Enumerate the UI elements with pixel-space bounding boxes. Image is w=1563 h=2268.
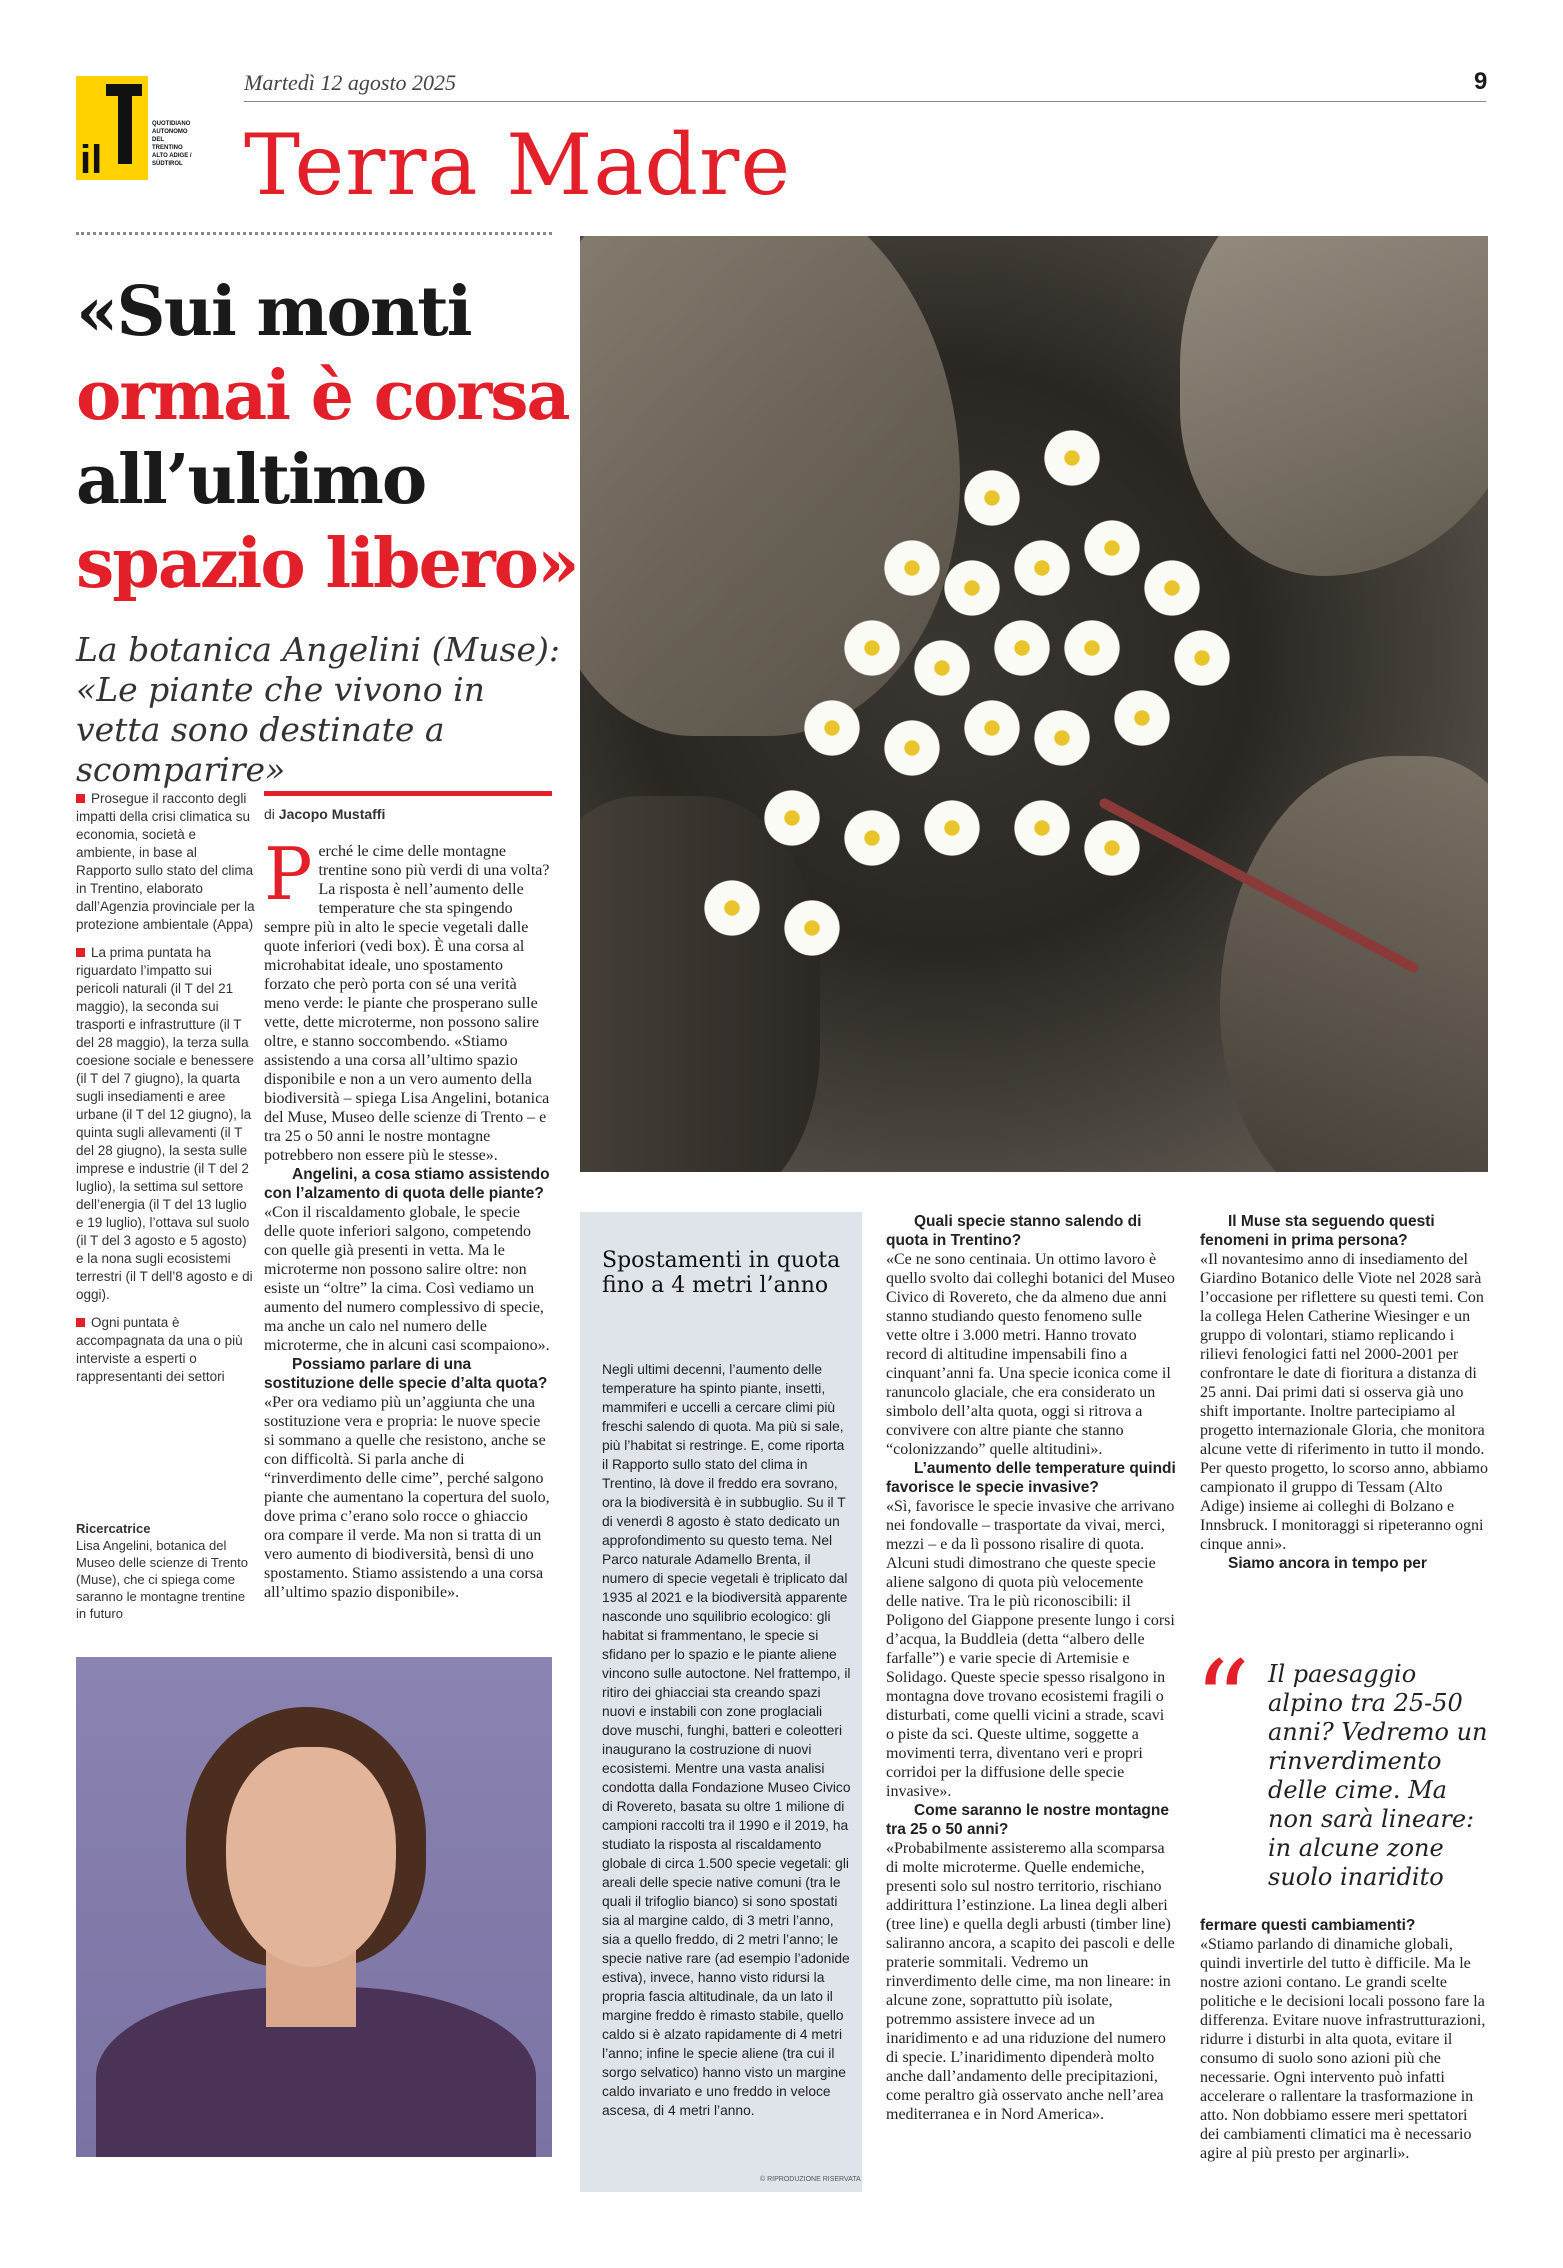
byline — [264, 806, 385, 822]
series-info-text-1: Prosegue il racconto degli impatti della crisi climatica su economia, società e ambiente, in base al Rapporto sullo stato del clima in Trentino, elaborato dall’Agenzia provinciale per la protezione ambientale (Appa) — [76, 791, 255, 932]
flower — [1110, 686, 1174, 750]
answer: «Il novantesimo anno di insediamento del Giardino Botanico delle Viote nel 2028 sarà l’occasione per riflettere su questi temi. Con la collega Helen Catherine Wiesinger e un gruppo di volontari, stiamo replicando i rilievi fenologici fatti nel 2000-2001 per confrontare le date di fioritura a distanza di 25 anni. Dai primi dati si osserva già uno shift importante. Inoltre partecipiamo al progetto internazionale Gloria, che monitora alcune vette di riferimento in tutto il mondo. Per questo progetto, lo scorso anno, abbiamo campionato il gruppo di Tessam (Alto Adige) insieme ai colleghi di Bolzano e Innsbruck. I monitoraggi si ripeteranno ogni cinque anni». — [1200, 1251, 1488, 1553]
series-info-text-3: Ogni puntata è accompagnata da una o più interviste a esperti o rappresentanti dei settori — [76, 1315, 243, 1384]
flower — [1040, 426, 1104, 490]
newspaper-logo — [76, 76, 148, 180]
flower — [880, 536, 944, 600]
article-column-1 — [264, 832, 552, 1602]
info-box-text: Negli ultimi decenni, l’aumento delle temperature ha spinto piante, insetti, mammiferi e uccelli a cercare climi più freschi salendo di quota. Ma più si sale, più l’habitat si restringe. E, come riporta il Rapporto sullo stato del clima in Trentino, là dove il freddo era sovrano, ora la biodiversità è in subbuglio. Su il T di venerdì 8 agosto è stato dedicato un approfondimento su questo tema. Nel Parco naturale Adamello Brenta, il numero di specie vegetali è triplicato dal 1935 al 2021 e la biodiversità apparente nasconde uno squilibrio ecologico: gli habitat si frammentano, le specie si sfidano per lo spazio e le piante aliene vincono sulle autoctone. Nel frattempo, il ritiro dei ghiacciai sta creando spazi nuovi e instabili con zone proglaciali dove muschi, funghi, batteri e coleotteri inaugurano la costruzione di nuovi ecosistemi. Mentre una vasta analisi condotta dalla Fondazione Museo Civico di Rovereto, basata su oltre 1 milione di campioni raccolti tra il 1990 e il 2019, ha studiato la risposta al riscaldamento globale di circa 1.500 specie vegetali: gli areali delle specie native comuni (tra le quali il trifoglio bianco) si sono spostati sia al margine caldo, di 3 metri l’anno, sia a quello freddo, di 2 metri l’anno; le specie native rare (ad esempio l’adonide estiva), invece, hanno visto ridursi la propria fascia altitudinale, da un lato il margine freddo è rimasto stabile, quello caldo si è alzato rapidamente di 4 metri l’anno; infine le specie aliene (tra cui il sorgo selvatico) hanno visto un margine caldo invariato e uno freddo in veloce ascesa, di 4 metri l’anno. — [602, 1362, 851, 2118]
headline — [76, 270, 576, 606]
byline-rule — [264, 791, 552, 796]
answer: «Ce ne sono centinaia. Un ottimo lavoro è quello svolto dai colleghi botanici del Museo Civico di Rovereto, che da almeno due anni stanno studiando questo fenomeno sulle vette oltre i 3.000 metri. Hanno trovato record di altitudine impensabili fino a cinquant’anni fa. Una specie iconica come il ranuncolo glaciale, che era considerato un simbolo dell’alta quota, oggi si ritrova a convivere con altre piante che stanno “colonizzando” quelle altitudini». — [886, 1251, 1175, 1458]
flower — [1010, 536, 1074, 600]
pull-quote: Il paesaggio alpino tra 25-50 anni? Vedremo un rinverdimento delle cime. Ma non sarà lineare: in alcune zone suolo inaridito — [1268, 1660, 1488, 1891]
red-square-bullet — [76, 794, 85, 803]
question: Siamo ancora in tempo per — [1228, 1555, 1427, 1572]
logo-letters: il — [80, 138, 103, 182]
flower — [760, 786, 824, 850]
photo-caption — [76, 1520, 256, 1622]
rock-shape — [580, 236, 960, 736]
subtitle: La botanica Angelini (Muse): «Le piante che vivono in vetta sono destinate a scomparire» — [76, 630, 560, 789]
answer: «Probabilmente assisteremo alla scomparsa di molte microterme. Quelle endemiche, presenti solo sul nostro territorio, rischiano addirittura l’estinzione. La linea degli alberi (tree line) e quella degli arbusti (timber line) saliranno ancora, a scapito dei pascoli e delle praterie sommitali. Vedremo un rinverdimento delle cime, ma non lineare: in alcune zone, soprattutto più isolate, potremmo assistere invece ad un inaridimento e ad una riduzione del numero di specie. L’inaridimento dipenderà molto anche dall’andamento delle precipitazioni, come peraltro già osservato anche nell’area mediterranea e in Nord America». — [886, 1840, 1175, 2123]
info-box-title: Spostamenti in quota fino a 4 metri l’anno — [602, 1248, 841, 1298]
flower — [1010, 796, 1074, 860]
answer: «Per ora vediamo più un’aggiunta che una sostituzione vera e propria: le nuove specie si sommano a quelle che resistono, anche se con difficoltà. Si parla anche di “rinverdimento delle cime”, perché salgono piante che aumentano la copertura del suolo, dove prima c’erano solo rocce o ghiaccio ora compare il verde. Ma non si tratta di un vero aumento di biodiversità, bensì di uno spostamento. Stiamo assistendo a una corsa all’ultimo spazio disponibile». — [264, 1394, 550, 1601]
portrait-face — [226, 1747, 396, 1967]
byline-author: Jacopo Mustaffi — [278, 806, 386, 822]
question: Quali specie stanno salendo di quota in Trentino? — [886, 1213, 1142, 1249]
article-intro — [264, 832, 552, 1165]
headline-line-1: «Sui monti — [76, 272, 471, 352]
issue-date: Martedì 12 agosto 2025 — [244, 70, 457, 95]
rock-shape — [580, 796, 820, 1172]
rock-shape — [1220, 756, 1488, 1172]
flower — [840, 806, 904, 870]
article-intro-text: erché le cime delle montagne trentine sono più verdi di una volta? La risposta è nell’aumento delle temperature che sta spingendo sempre più in alto le specie vegetali dalle quote inferiori (vedi box). È una corsa al microhabitat ideale, uno spostamento forzato che però porta con sé una verità meno verde: le piante che prosperano sulle vette, dette microterme, non possono salire oltre, e stanno soccombendo. «Stiamo assistendo a una corsa all’ultimo spazio disponibile e non a un vero aumento della biodiversità – spiega Lisa Angelini, botanica del Muse, Museo delle scienze di Trento – e tra 25 o 50 anni le nostre montagne potrebbero non essere più le stesse». — [264, 843, 550, 1164]
caption-text: Lisa Angelini, botanica del Museo delle scienze di Trento (Muse), che ci spiega come saranno le montagne trentine in futuro — [76, 1538, 248, 1621]
flower — [700, 876, 764, 940]
rock-shape — [1180, 236, 1488, 576]
flower — [840, 616, 904, 680]
question: Angelini, a cosa stiamo assistendo con l’alzamento di quota delle piante? — [264, 1166, 550, 1202]
series-info-p3 — [76, 1314, 256, 1386]
question: Il Muse sta seguendo questi fenomeni in prima persona? — [1200, 1213, 1435, 1249]
question-continued: fermare questi cambiamenti? — [1200, 1917, 1416, 1934]
headline-line-2: ormai è corsa — [76, 356, 569, 436]
headline-line-3: all’ultimo — [76, 440, 426, 520]
flower — [990, 616, 1054, 680]
logo-text: QUOTIDIANO AUTONOMO DEL TRENTINO ALTO ADIGE / SÜDTIROL — [152, 121, 192, 167]
flower — [1140, 556, 1204, 620]
byline-prefix: di — [264, 806, 275, 822]
series-info-p2 — [76, 944, 256, 1304]
flower — [780, 896, 844, 960]
dropcap: P — [264, 832, 313, 916]
flower — [1060, 616, 1124, 680]
question: Come saranno le nostre montagne tra 25 o 50 anni? — [886, 1802, 1169, 1838]
flower — [1080, 516, 1144, 580]
question: L’aumento delle temperature quindi favorisce le specie invasive? — [886, 1460, 1176, 1496]
flower — [880, 716, 944, 780]
header-rule — [244, 101, 1486, 102]
flower-photo — [580, 236, 1488, 1172]
page-number: 9 — [1474, 68, 1488, 95]
answer: «Stiamo parlando di dinamiche globali, quindi invertirle del tutto è difficile. Ma le nostre azioni contano. Le grandi scelte politiche e le decisioni locali possono fare la differenza. Evitare nuove infrastrutturazioni, ridurre i disturbi in alta quota, evitare il consumo di suolo sono azioni più che necessarie. Ogni intervento può infatti accelerare o rallentare la trasformazione in atto. Non dobbiamo essere meri spettatori dei cambiamenti climatici ma è necessario agire al più presto per arginarli». — [1200, 1936, 1486, 2162]
red-square-bullet — [76, 948, 85, 957]
article-column-4-end — [1200, 1916, 1490, 2163]
red-square-bullet — [76, 1318, 85, 1327]
logo-t-stem — [118, 84, 132, 164]
flower — [1030, 706, 1094, 770]
flower — [940, 556, 1004, 620]
flower — [1080, 816, 1144, 880]
flower — [960, 466, 1024, 530]
flower — [800, 696, 864, 760]
flower — [960, 696, 1024, 760]
series-info — [76, 790, 256, 1396]
flower — [910, 636, 974, 700]
article-column-4 — [1200, 1212, 1490, 1573]
answer: «Con il riscaldamento globale, le specie delle quote inferiori salgono, competendo con quelle già presenti in vetta. Ma le microterme non possono salire oltre: non esiste un “oltre” la cima. Così vediamo un aumento del numero complessivo di specie, ma anche un calo nel numero delle microterme, che in alcuni casi scompaiono». — [264, 1204, 550, 1354]
flower — [920, 796, 984, 860]
question: Possiamo parlare di una sostituzione delle specie d’alta quota? — [264, 1356, 548, 1392]
series-info-text-2: La prima puntata ha riguardato l’impatto sui pericoli naturali (il T del 21 maggio), la seconda sui trasporti e infrastrutture (il T del 28 maggio), la terza sulla coesione sociale e benessere (il T del 7 giugno), la quarta sugli insediamenti e aree urbane (il T del 12 giugno), la quinta sugli allevamenti (il T del 28 giugno), la sesta sulle imprese e industrie (il T del 2 luglio), la settima sul settore dell’energia (il T del 13 luglio e 19 luglio), l’ottava sul suolo (il T del 3 agosto e 5 agosto) e la nona sugli ecosistemi terrestri (il T dell’8 agosto e di oggi). — [76, 945, 254, 1302]
article-column-3 — [886, 1212, 1176, 2124]
copyright: © RIPRODUZIONE RISERVATA — [760, 2176, 861, 2183]
headline-line-4: spazio libero» — [76, 524, 578, 604]
quote-mark-icon: “ — [1194, 1637, 1251, 1765]
caption-label: Ricercatrice — [76, 1521, 151, 1536]
dotted-divider — [76, 232, 552, 235]
flower — [1170, 626, 1234, 690]
section-title: Terra Madre — [244, 116, 792, 214]
portrait-photo — [76, 1657, 552, 2157]
answer: «Sì, favorisce le specie invasive che arrivano nei fondovalle – trasportate da vivai, merci, mezzi – e da lì possono risalire di quota. Alcuni studi dimostrano che queste specie aliene salgono di quota più velocemente delle native. Tra le più riconoscibili: il Poligono del Giappone presente lungo i corsi d’acqua, la Buddleia (detta “albero delle farfalle”) e varie specie di Artemisie e Solidago. Queste specie spesso risalgono in montagna dove trovano ecosistemi fragili o disturbati, come quelli vicini a strade, scavi o piste da sci. Queste ultime, soggette a movimenti terra, diventano veri e propri corridoi per la diffusione delle specie invasive». — [886, 1498, 1175, 1800]
series-info-p1 — [76, 790, 256, 934]
